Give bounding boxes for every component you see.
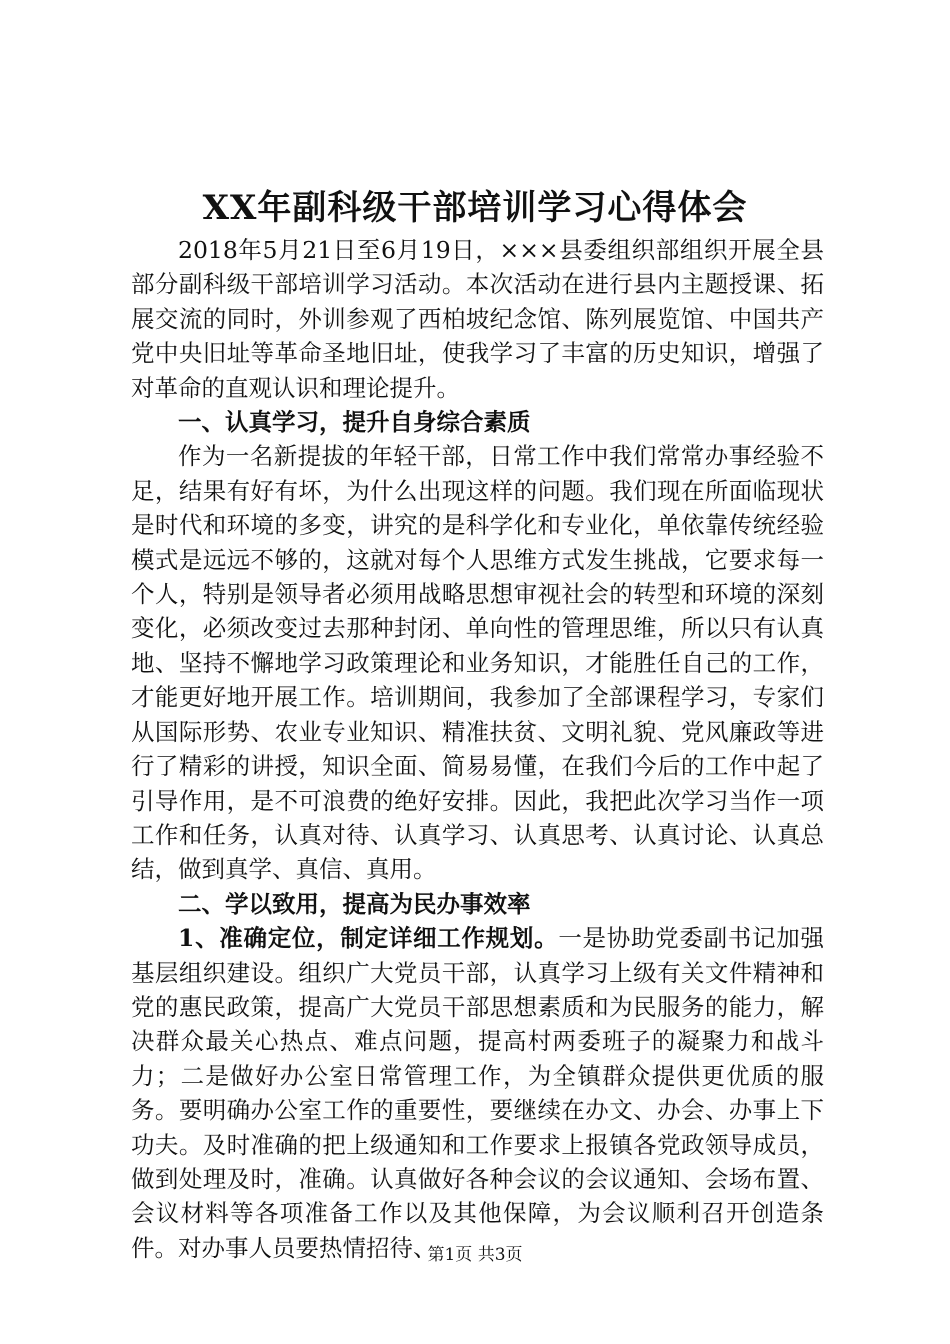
body-paragraph-2	[131, 921, 824, 1265]
subsection-text: 一是协助党委副书记加强基层组织建设。组织广大党员干部，认真学习上级有关文件精神和党的惠民政策，提高广大党员干部思想素质和为民服务的能力，解决群众最关心热点、难点问题，提高村两委班子的凝聚力和战斗力；二是做好办公室日常管理工作，为全镇群众提供更优质的服务。要明确办公室工作的重要性，要继续在办文、办会、办事上下功夫。及时准确的把上级通知和工作要求上报镇各党政领导成员，做到处理及时，准确。认真做好各种会议的会议通知、会场布置、会议材料等各项准备工作以及其他保障，为会议顺利召开创造条件。对办事人员要热情招待、	[131, 924, 824, 1262]
document-body	[131, 233, 824, 1265]
section-heading-1: 一、认真学习，提升自身综合素质	[178, 408, 531, 437]
intro-paragraph: 2018年5月21日至6月19日，×××县委组织部组织开展全县部分副科级干部培训学习活动。本次活动在进行县内主题授课、拓展交流的同时，外训参观了西柏坡纪念馆、陈列展览馆、中国共产党中央旧址等革命圣地旧址，使我学习了丰富的历史知识，增强了对革命的直观认识和理论提升。	[131, 236, 824, 402]
subsection-lead: 1、准确定位，制定详细工作规划。	[178, 924, 559, 953]
page-footer: 第1页 共3页	[427, 1245, 523, 1265]
section-heading-2: 二、学以致用，提高为民办事效率	[178, 889, 531, 918]
document-title: XX年副科级干部培训学习心得体会	[202, 188, 748, 228]
body-paragraph-1: 作为一名新提拔的年轻干部，日常工作中我们常常办事经验不足，结果有好有坏，为什么出现这样的问题。我们现在所面临现状是时代和环境的多变，讲究的是科学化和专业化，单依靠传统经验模式是远远不够的，这就对每个人思维方式发生挑战，它要求每一个人，特别是领导者必须用战略思想审视社会的转型和环境的深刻变化，必须改变过去那种封闭、单向性的管理思维，所以只有认真地、坚持不懈地学习政策理论和业务知识，才能胜任自己的工作，才能更好地开展工作。培训期间，我参加了全部课程学习，专家们从国际形势、农业专业知识、精准扶贫、文明礼貌、党风廉政等进行了精彩的讲授，知识全面、简易易懂，在我们今后的工作中起了引导作用，是不可浪费的绝好安排。因此，我把此次学习当作一项工作和任务，认真对待、认真学习、认真思考、认真讨论、认真总结，做到真学、真信、真用。	[131, 442, 824, 884]
